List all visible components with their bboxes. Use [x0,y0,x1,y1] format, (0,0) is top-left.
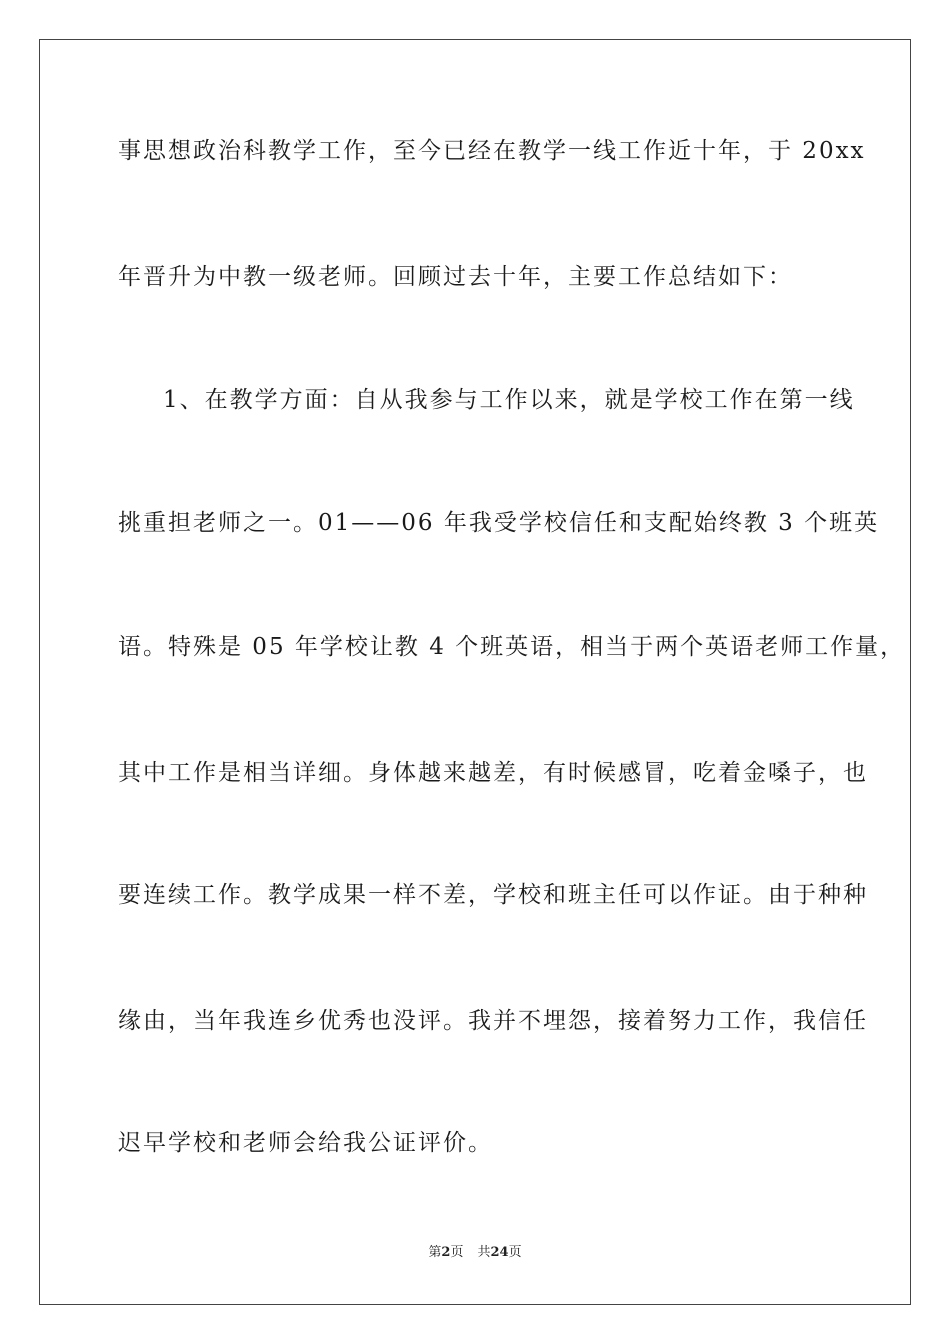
total-pages: 24 [490,1245,509,1260]
text-line: 要连续工作。教学成果一样不差，学校和班主任可以作证。由于种种 [118,882,868,908]
text-line: 挑重担老师之一。01——06 年我受学校信任和支配始终教 3 个班英 [118,510,880,536]
total-prefix: 共 [477,1245,491,1260]
page-prefix: 第 [428,1245,442,1260]
total-suffix: 页 [508,1245,522,1260]
page-footer [0,1244,950,1262]
text-line: 语。特殊是 05 年学校让教 4 个班英语，相当于两个英语老师工作量， [118,634,906,660]
text-line: 其中工作是相当详细。身体越来越差，有时候感冒，吃着金嗓子，也 [118,760,868,786]
page-border [39,39,911,1305]
page-number: 2 [441,1245,451,1260]
text-line: 迟早学校和老师会给我公证评价。 [118,1130,493,1156]
text-line: 事思想政治科教学工作，至今已经在教学一线工作近十年，于 20xx [118,138,866,164]
page-suffix: 页 [450,1245,464,1260]
text-line: 缘由，当年我连乡优秀也没评。我并不埋怨，接着努力工作，我信任 [118,1008,868,1034]
paragraph-start-line: 1、在教学方面：自从我参与工作以来，就是学校工作在第一线 [163,387,855,413]
text-line: 年晋升为中教一级老师。回顾过去十年，主要工作总结如下： [118,264,793,290]
